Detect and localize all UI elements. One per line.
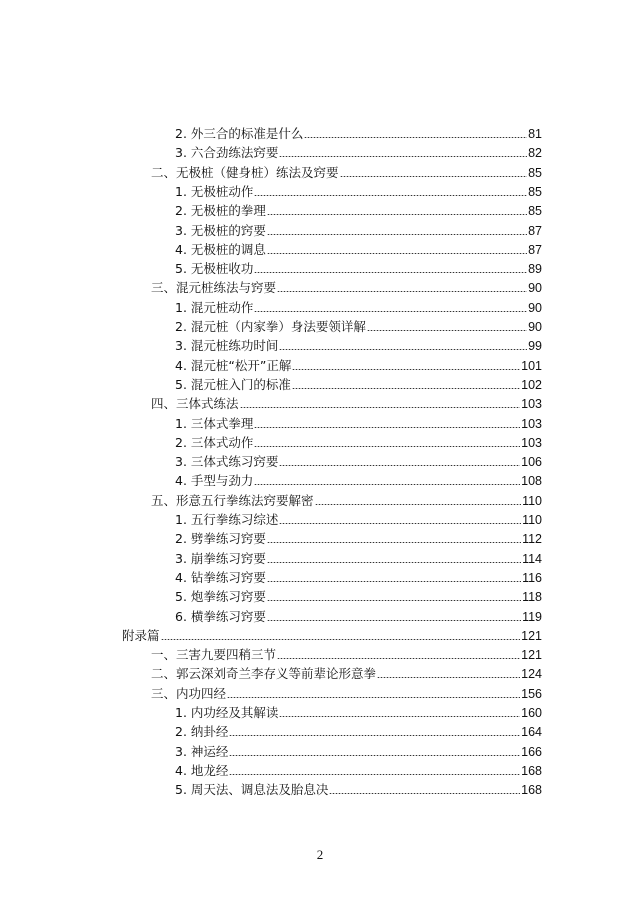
toc-entry-title: 5. 无极桩收功 — [175, 261, 254, 276]
dot-leader — [340, 176, 528, 177]
toc-entry-title: 三、内功四经 — [151, 686, 227, 701]
toc-entry-page-number: 124 — [521, 667, 542, 681]
toc-entry-page-number: 85 — [528, 185, 542, 199]
dot-leader — [279, 349, 527, 350]
toc-entry-title: 1. 三体式拳理 — [175, 416, 254, 431]
dot-leader — [267, 620, 521, 621]
toc-entry-title: 3. 混元桩练功时间 — [175, 338, 279, 353]
toc-entry-title: 2. 纳卦经 — [175, 724, 229, 739]
toc-entry[interactable] — [151, 163, 542, 182]
toc-entry-title: 五、形意五行拳练法窍要解密 — [151, 493, 314, 508]
toc-entry-page-number: 103 — [521, 436, 542, 450]
toc-entry-title: 2. 混元桩（内家拳）身法要领详解 — [175, 319, 366, 334]
toc-entry[interactable] — [122, 626, 542, 645]
page-number: 2 — [316, 847, 324, 862]
toc-entry-page-number: 81 — [528, 127, 542, 141]
toc-entry[interactable] — [175, 722, 542, 741]
toc-entry-page-number: 90 — [528, 301, 542, 315]
toc-entry-title: 2. 无极桩的拳理 — [175, 203, 266, 218]
toc-entry-title: 4. 无极桩的调息 — [175, 242, 266, 257]
toc-entry[interactable] — [175, 356, 542, 375]
toc-entry-page-number: 90 — [528, 320, 542, 334]
toc-entry-title: 4. 混元桩“松开”正解 — [175, 358, 292, 373]
dot-leader — [267, 253, 527, 254]
toc-entry[interactable] — [151, 664, 542, 683]
toc-entry-title: 2. 外三合的标准是什么 — [175, 126, 304, 141]
dot-leader — [304, 137, 527, 138]
toc-entry[interactable] — [175, 182, 542, 201]
dot-leader — [254, 272, 527, 273]
toc-entry[interactable] — [175, 529, 542, 548]
dot-leader — [277, 291, 527, 292]
toc-entry[interactable] — [151, 684, 542, 703]
toc-entry[interactable] — [175, 549, 542, 568]
dot-leader — [292, 369, 520, 370]
dot-leader — [279, 465, 520, 466]
toc-entry-page-number: 90 — [528, 281, 542, 295]
toc-entry[interactable] — [175, 780, 542, 799]
dot-leader — [229, 755, 520, 756]
dot-leader — [267, 600, 521, 601]
toc-entry[interactable] — [175, 124, 542, 143]
toc-entry-title: 3. 三体式练习窍要 — [175, 454, 279, 469]
toc-entry-page-number: 106 — [521, 455, 542, 469]
toc-entry[interactable] — [175, 568, 542, 587]
dot-leader — [329, 793, 520, 794]
toc-entry[interactable] — [175, 336, 542, 355]
dot-leader — [254, 311, 527, 312]
toc-entry-title: 4. 地龙经 — [175, 763, 229, 778]
dot-leader — [267, 581, 521, 582]
toc-entry[interactable] — [175, 471, 542, 490]
toc-entry-title: 4. 手型与劲力 — [175, 473, 254, 488]
toc-entry-title: 附录篇 — [122, 628, 160, 643]
toc-entry[interactable] — [175, 742, 542, 761]
toc-entry-page-number: 112 — [522, 532, 542, 546]
toc-entry-title: 5. 周天法、调息法及胎息决 — [175, 782, 329, 797]
toc-entry-page-number: 164 — [521, 725, 542, 739]
toc-entry-title: 5. 炮拳练习窍要 — [175, 589, 266, 604]
dot-leader — [377, 677, 520, 678]
toc-entry[interactable] — [175, 703, 542, 722]
toc-entry-page-number: 168 — [521, 783, 542, 797]
toc-entry-title: 3. 无极桩的窍要 — [175, 223, 266, 238]
toc-entry-page-number: 121 — [521, 648, 542, 662]
dot-leader — [279, 156, 527, 157]
toc-entry-title: 2. 劈拳练习窍要 — [175, 531, 266, 546]
toc-entry-page-number: 102 — [521, 378, 542, 392]
dot-leader — [240, 407, 521, 408]
dot-leader — [292, 388, 520, 389]
dot-leader — [254, 195, 527, 196]
toc-entry[interactable] — [175, 375, 542, 394]
dot-leader — [367, 330, 527, 331]
toc-entry-page-number: 101 — [521, 359, 542, 373]
toc-entry-title: 二、无极桩（健身桩）练法及窍要 — [151, 165, 339, 180]
toc-entry[interactable] — [175, 414, 542, 433]
toc-entry-title: 2. 三体式动作 — [175, 435, 254, 450]
toc-entry-page-number: 99 — [528, 339, 542, 353]
dot-leader — [267, 234, 527, 235]
toc-entry-page-number: 89 — [528, 262, 542, 276]
toc-entry[interactable] — [175, 607, 542, 626]
toc-entry-title: 四、三体式练法 — [151, 396, 239, 411]
toc-entry-title: 4. 钻拳练习窍要 — [175, 570, 266, 585]
dot-leader — [254, 446, 520, 447]
toc-entry-page-number: 119 — [522, 610, 542, 624]
toc-entry-title: 1. 无极桩动作 — [175, 184, 254, 199]
dot-leader — [267, 562, 521, 563]
toc-entry-title: 一、三害九要四稍三节 — [151, 647, 277, 662]
toc-entry[interactable] — [175, 452, 542, 471]
dot-leader — [315, 504, 522, 505]
toc-entry-page-number: 108 — [521, 474, 542, 488]
toc-entry[interactable] — [175, 201, 542, 220]
dot-leader — [229, 774, 520, 775]
dot-leader — [279, 523, 521, 524]
toc-entry-page-number: 103 — [521, 397, 542, 411]
toc-entry-page-number: 103 — [521, 417, 542, 431]
toc-entry-page-number: 87 — [528, 243, 542, 257]
dot-leader — [254, 427, 520, 428]
toc-entry[interactable] — [175, 433, 542, 452]
toc-entry[interactable] — [175, 298, 542, 317]
toc-entry-page-number: 116 — [522, 571, 542, 585]
toc-entry[interactable] — [175, 761, 542, 780]
toc-entry[interactable] — [175, 317, 542, 336]
dot-leader — [277, 658, 520, 659]
toc-entry-page-number: 110 — [522, 494, 542, 508]
toc-entry-title: 3. 崩拳练习窍要 — [175, 551, 266, 566]
toc-entry[interactable] — [175, 240, 542, 259]
toc-entry-title: 6. 横拳练习窍要 — [175, 609, 266, 624]
toc-entry-page-number: 82 — [528, 146, 542, 160]
dot-leader — [227, 697, 520, 698]
toc-entry[interactable] — [175, 221, 542, 240]
dot-leader — [229, 735, 520, 736]
toc-entry-title: 3. 神运经 — [175, 744, 229, 759]
toc-entry-page-number: 166 — [521, 745, 542, 759]
toc-entry-page-number: 121 — [521, 629, 542, 643]
toc-entry[interactable] — [175, 510, 542, 529]
toc-entry[interactable] — [175, 143, 542, 162]
toc-entry-page-number: 160 — [521, 706, 542, 720]
toc-entry-title: 5. 混元桩入门的标准 — [175, 377, 291, 392]
toc-entry-title: 二、郭云深刘奇兰李存义等前辈论形意拳 — [151, 666, 377, 681]
dot-leader — [267, 214, 527, 215]
toc-entry[interactable] — [151, 491, 542, 510]
toc-entry-page-number: 168 — [521, 764, 542, 778]
toc-entry[interactable] — [175, 587, 542, 606]
toc-entry[interactable] — [151, 394, 542, 413]
toc-entry-page-number: 114 — [522, 552, 542, 566]
toc-entry[interactable] — [151, 645, 542, 664]
toc-entry-title: 1. 混元桩动作 — [175, 300, 254, 315]
toc-entry-title: 三、混元桩练法与窍要 — [151, 280, 277, 295]
dot-leader — [161, 639, 521, 640]
toc-entry[interactable] — [175, 259, 542, 278]
toc-entry-page-number: 156 — [521, 687, 542, 701]
toc-entry-page-number: 85 — [528, 204, 542, 218]
toc-entry-page-number: 85 — [528, 166, 542, 180]
toc-entry[interactable] — [151, 278, 542, 297]
dot-leader — [254, 484, 520, 485]
toc-entry-title: 1. 五行拳练习综述 — [175, 512, 279, 527]
toc-entry-page-number: 87 — [528, 224, 542, 238]
dot-leader — [279, 716, 520, 717]
toc-entry-page-number: 118 — [522, 590, 542, 604]
toc-entry-page-number: 110 — [522, 513, 542, 527]
toc-entry-title: 3. 六合劲练法窍要 — [175, 145, 279, 160]
toc-entry-title: 1. 内功经及其解读 — [175, 705, 279, 720]
dot-leader — [267, 542, 521, 543]
